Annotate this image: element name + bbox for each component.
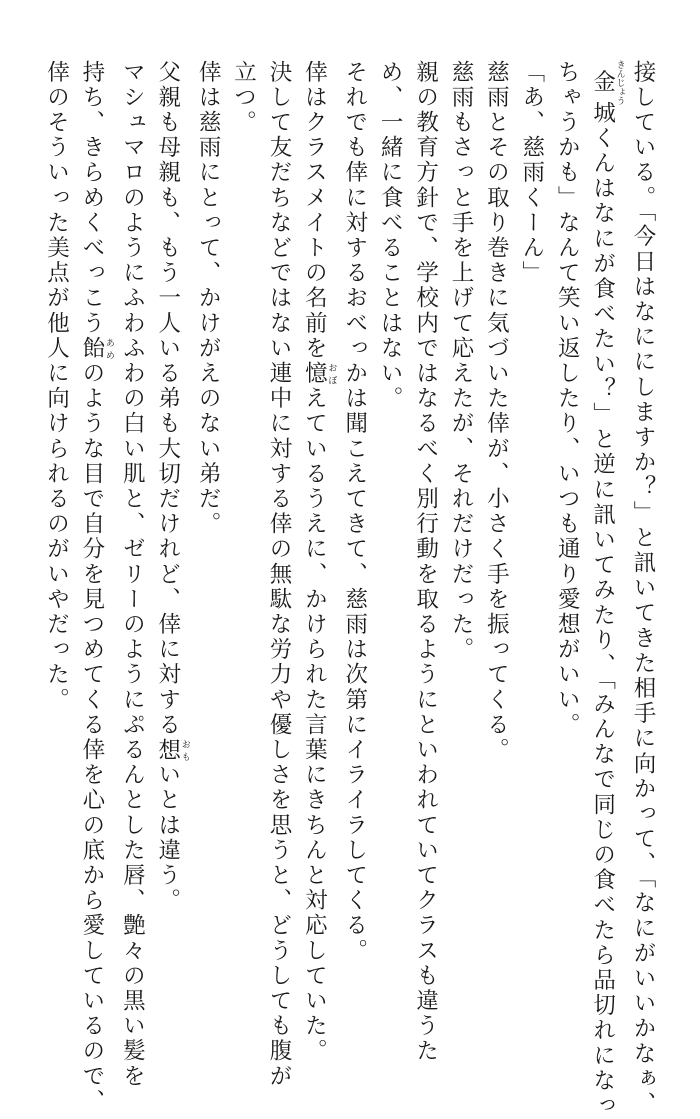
text-line xyxy=(190,60,225,980)
text-line xyxy=(225,60,260,980)
text-line xyxy=(443,60,478,980)
text-run: め、一緒に食べることはない。 xyxy=(377,60,404,412)
text-line xyxy=(261,60,296,1090)
furigana-base: 金 xyxy=(589,60,616,105)
text-run: ちゃうかも」なんて笑い返したり、いつも通り愛想がいい。 xyxy=(554,60,581,738)
text-run: 慈雨とその取り巻きに気づいた倖が、小さく手を振ってくる。 xyxy=(483,60,510,763)
furigana-base: 想 xyxy=(154,737,181,763)
text-run: いとは違う。 xyxy=(154,762,181,914)
text-line xyxy=(478,60,513,980)
text-run: くんはなにが食べたい？」と逆に訊いてみたり、「みんなで同じの食べたら品切れになっ xyxy=(589,126,616,1119)
text-run: 城 xyxy=(589,100,616,127)
text-line xyxy=(149,60,189,980)
furigana xyxy=(301,361,337,387)
furigana xyxy=(78,336,114,362)
text-run: 親の教育方針で、学校内ではなるべく別行動を取るようにといわれていてクラスも違うた xyxy=(412,60,439,1064)
text-run: 持ち、きらめくべっこう xyxy=(78,60,105,337)
text-line xyxy=(513,60,548,980)
novel-text-block xyxy=(38,60,660,1119)
text-run: 「あ、慈雨くーん」 xyxy=(518,60,545,286)
furigana-reading: あめ xyxy=(103,336,114,362)
text-line xyxy=(584,60,625,1119)
text-line xyxy=(296,60,337,1065)
text-run: それでも倖に対するおべっかは聞こえてきて、慈雨は次第にイライラしてくる。 xyxy=(341,60,368,964)
text-run: 決して友だちなどではない連中に対する倖の無駄な労力や優しさを思うと、どうしても腹が xyxy=(265,60,292,1090)
text-run: 倖のそういった美点が他人に向けられるのがいやだった。 xyxy=(43,60,70,713)
text-run: 立つ。 xyxy=(230,60,257,136)
text-run: 倖はクラスメイトの名前を xyxy=(301,60,328,362)
text-line xyxy=(336,60,371,980)
furigana-reading: おぼ xyxy=(326,361,337,387)
furigana-base: 飴 xyxy=(78,336,105,362)
furigana xyxy=(589,60,625,105)
text-run: マシュマロのようにふわふわの白い肌と、ゼリーのようにぷるんとした唇、艶々の黒い髪を xyxy=(119,60,146,1090)
text-line xyxy=(114,60,149,1090)
text-line xyxy=(549,60,584,980)
furigana-reading: きんじょう xyxy=(614,60,625,105)
text-run: のような目で自分を見つめてくる倖を心の底から愛しているので、 xyxy=(78,361,105,1115)
text-run: えているうえに、かけられた言葉にきちんと対応していた。 xyxy=(301,386,328,1065)
text-line xyxy=(625,60,660,1117)
text-line xyxy=(74,60,114,1115)
furigana-base: 憶 xyxy=(301,361,328,387)
text-run: 接している。「今日はなににしますか？」と訊いてきた相手に向かって、「なにがいいかなぁ、 xyxy=(630,60,656,1117)
text-run: 父親も母親も、もう一人いる弟も大切だけれど、倖に対する xyxy=(154,60,181,738)
text-line xyxy=(38,60,73,980)
text-line xyxy=(372,60,407,980)
furigana-reading: おも xyxy=(179,737,190,763)
text-run: 倖は慈雨にとって、かけがえのない弟だ。 xyxy=(195,60,222,537)
furigana xyxy=(154,737,190,763)
text-line xyxy=(407,60,442,1064)
text-run: 慈雨もさっと手を上げて応えたが、それだけだった。 xyxy=(447,60,474,663)
